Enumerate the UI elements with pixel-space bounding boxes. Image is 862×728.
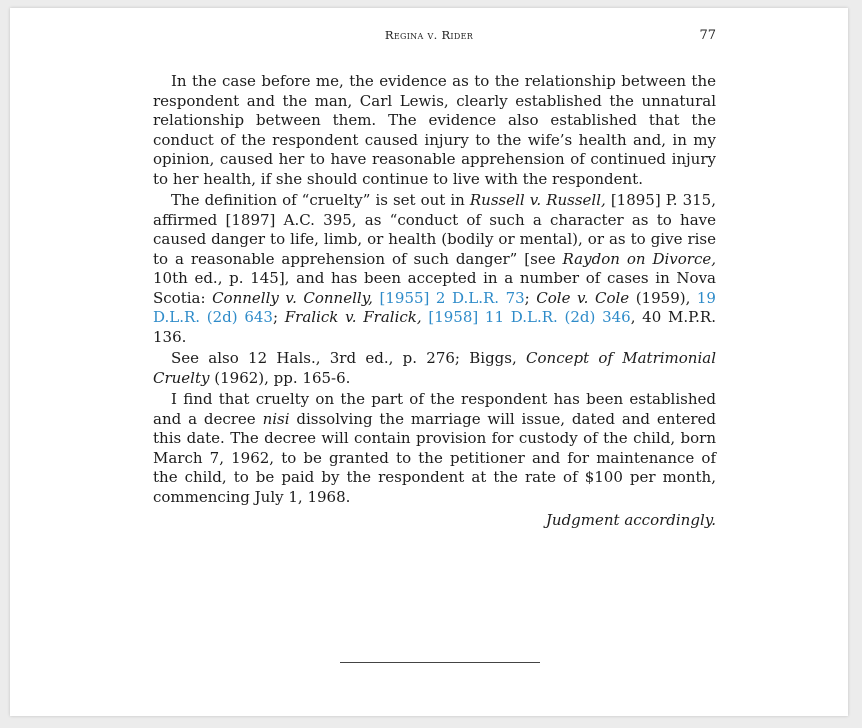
case-name-connelly: Connelly v. Connelly, (212, 288, 373, 307)
text-span: See also 12 Hals., 3rd ed., p. 276; Biggs, (171, 349, 527, 367)
text-span: I find that cruelty on the part of the respondent has been established and a decree (153, 390, 716, 428)
paragraph-3 (153, 349, 716, 388)
text-span: The definition of “cruelty” is set out in (171, 191, 470, 209)
book-title-raydon: Raydon on Divorce, (562, 249, 716, 268)
document-page (10, 8, 848, 716)
nisi-term: nisi (262, 409, 290, 428)
case-name-cole: Cole v. Cole (536, 288, 630, 307)
text-span: 10th ed., p. 145], and has been accepted in a number of cases in Nova Scotia: (153, 269, 716, 307)
citation-link-19-dlr[interactable]: 19 D.L.R. (2d) 643 (153, 288, 716, 326)
running-head: Regina v. Rider (384, 28, 474, 42)
case-name-russell: Russell v. Russell, (469, 191, 606, 209)
citation-link-1958-dlr[interactable]: [1958] 11 D.L.R. (2d) 346 (428, 308, 631, 326)
page-number: 77 (699, 28, 716, 43)
text-span: ; (272, 308, 285, 326)
text-span: (1959), (629, 288, 697, 307)
text-span: [1895] P. 315, affirmed [1897] A.C. 395, as “conduct of such a character as to have caused danger to life, limb, or health (bodily or mental), or as to give rise to a reasonable apprehension of such danger” [see (153, 191, 716, 268)
page-header (10, 28, 848, 50)
paragraph-2 (153, 191, 716, 347)
citation-link-1955-dlr[interactable]: [1955] 2 D.L.R. 73 (379, 288, 525, 307)
paragraph-4 (153, 390, 716, 507)
text-span: dissolving the marriage will issue, dated and entered this date. The decree will contain provision for custody of the child, born March 7, 1962, to be granted to the petitioner and for maintenance of the child, to be paid by the respondent at the rate of $100 per month, commencing July 1, 1968. (153, 409, 716, 506)
closing-rule-divider (340, 662, 540, 663)
text-span: (1962), pp. 165-6. (209, 368, 351, 387)
text-span: ; (524, 288, 537, 307)
case-name-fralick: Fralick v. Fralick, (284, 308, 422, 326)
judgment-line: Judgment accordingly. (545, 511, 716, 529)
paragraph-1: In the case before me, the evidence as to the relationship between the respondent and the man, Carl Lewis, clearly established the unnatural relationship between them. The evidence also established that the conduct of the respondent caused injury to the wife’s health and, in my opinion, caused her to have reasonable apprehension of continued injury to her health, if she should continue to live with the respondent. (153, 72, 716, 188)
document-body (153, 72, 716, 531)
text-span: , 40 M.P.R. 136. (153, 308, 716, 346)
book-title-biggs: Concept of Matrimonial Cruelty (153, 349, 716, 387)
